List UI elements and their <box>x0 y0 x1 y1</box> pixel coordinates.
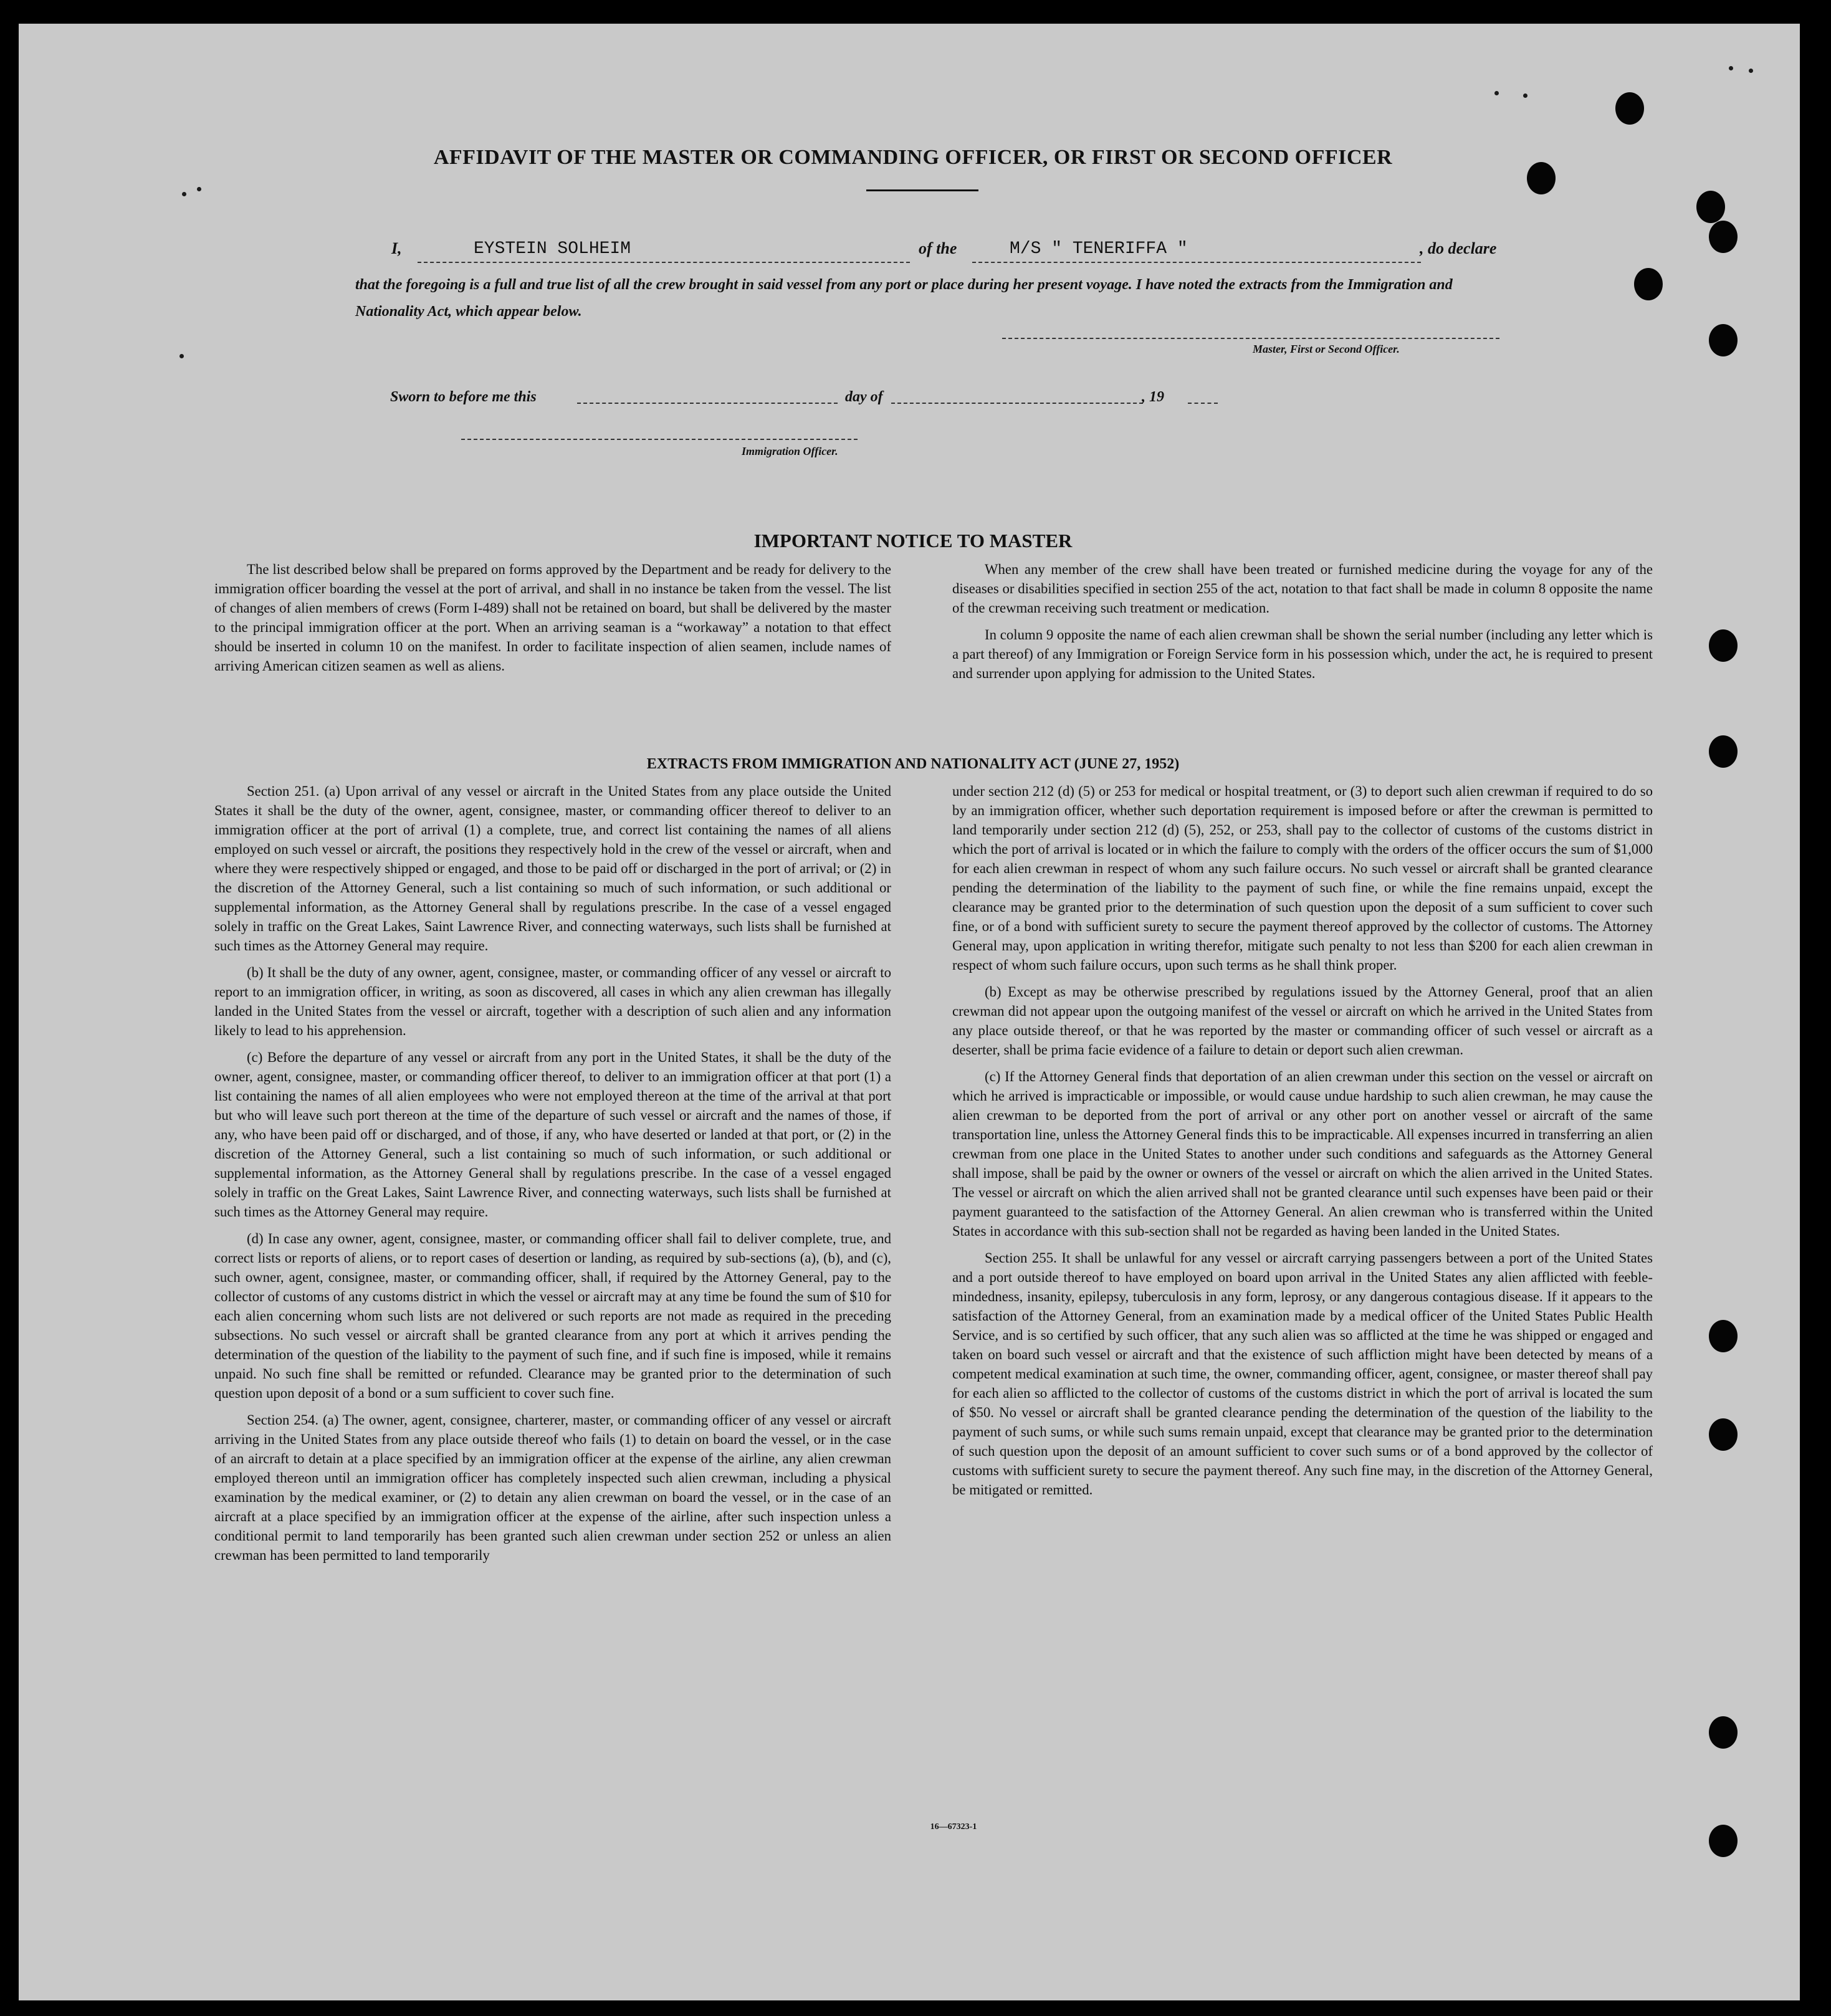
punch-hole <box>1709 221 1738 253</box>
punch-hole <box>1615 92 1644 125</box>
declaration-text: that the foregoing is a full and true list of all the crew brought in said vessel from any port or place during her present voyage. I have noted the extracts from the Immigration and Nationality Act, which appear below. <box>355 277 1453 320</box>
section-251-c: (c) Before the departure of any vessel or aircraft from any port in the United States, it shall be the duty of the owner, agent, consignee, master, or commanding officer thereof, to deliver to an immigration officer at that port (1) a list containing the names of all alien employees who were not employed thereon at the time of the arrival at that port but who will leave such port thereon at the time of the departure of such vessel or aircraft and the names of those, if any, who have been paid off or discharged, and of those, if any, who have deserted or landed at that port, or (2) in the discretion of the Attorney General, such a list containing so much of such information, or such additional or supplemental information, as the Attorney General shall by regulations prescribe. In the case of a vessel engaged solely in traffic on the Great Lakes, Saint Lawrence River, and connecting waterways, such lists shall be furnished at such times as the Attorney General may require. <box>214 1049 891 1220</box>
punch-hole <box>1709 1716 1738 1749</box>
notice-right-paragraph-1: When any member of the crew shall have been treated or furnished medicine during the voyage for any of the diseases or disabilities specified in section 255 of the act, notation to that fact shall be made in column 8 opposite the name of the crewman receiving such treatment or medication. <box>952 561 1653 616</box>
section-251-a: Section 251. (a) Upon arrival of any vessel or aircraft in the United States from any place outside the United States it shall be the duty of the owner, agent, consignee, master, or commanding officer thereof to deliver to an immigration officer at the port of arrival (1) a complete, true, and correct list containing the names of all aliens employed on such vessel or aircraft, the positions they respectively hold in the crew of the vessel or aircraft, when and where they were respectively shipped or engaged, and those to be paid off or discharged in the port of arrival; or (2) in the discretion of the Attorney General, such a list containing so much of such information, or such additional or supplemental information, as the Attorney General shall by regulations prescribe. In the case of a vessel engaged solely in traffic on the Great Lakes, Saint Lawrence River, and connecting waterways, such lists shall be furnished at such times as the Attorney General may require. <box>214 783 891 953</box>
ink-speck <box>179 354 184 358</box>
document-page <box>19 24 1800 2000</box>
punch-hole <box>1634 268 1663 300</box>
sworn-month-field[interactable] <box>891 403 1143 404</box>
ink-speck <box>1494 91 1499 95</box>
notice-left-column <box>214 560 891 676</box>
notice-right-column <box>952 560 1653 683</box>
ink-speck <box>197 187 201 191</box>
form-code: 16—67323-1 <box>930 1822 977 1832</box>
section-254-a-continued: under section 212 (d) (5) or 253 for medical or hospital treatment, or (3) to deport such alien crewman if required to do so by an immigration officer, whether such deportation requirement is imposed before or after the crewman is permitted to land temporarily under section 212 (d) (5), 252, or 253, shall pay to the collector of customs of the customs district in which the port of arrival is located or in which the failure to comply with the orders of the officer occurs the sum of $1,000 for each alien crewman in respect of whom any such failure occurs. No such vessel or aircraft shall be granted clearance pending the determination of the liability to the payment of such fine, or while the fine remains unpaid, except the clearance may be granted prior to the determination of such question upon the deposit of a sum sufficient to cover such fine, or of a bond with sufficient surety to secure the payment thereof approved by the collector of customs. The Attorney General may, upon application in writing therefor, mitigate such penalty to not less than $200 for each alien crewman in respect of whom such failure occurs, upon such terms as he shall think proper. <box>952 783 1653 973</box>
do-declare-label: , do declare <box>1420 239 1497 257</box>
punch-hole <box>1709 1825 1738 1857</box>
declarant-name-field[interactable]: EYSTEIN SOLHEIM <box>418 238 910 263</box>
master-signature-line[interactable] <box>1002 338 1499 339</box>
punch-hole <box>1709 324 1738 356</box>
sworn-year-field[interactable] <box>1188 403 1218 404</box>
extracts-right-column <box>952 781 1653 1499</box>
ink-speck <box>1749 69 1753 73</box>
section-254-b: (b) Except as may be otherwise prescribed by regulations issued by the Attorney General, proof that an alien crewman did not appear upon the outgoing manifest of the vessel or aircraft on which he arrived in the United States from any place outside thereof, or that he was reported by the master or commanding officer of such vessel or aircraft as a deserter, shall be prima facie evidence of a failure to detain or deport such alien crewman. <box>952 984 1653 1058</box>
punch-hole <box>1709 1320 1738 1352</box>
ink-speck <box>1523 93 1527 98</box>
notice-heading: IMPORTANT NOTICE TO MASTER <box>753 530 1073 552</box>
ink-speck <box>1729 66 1733 70</box>
sworn-label: Sworn to before me this <box>390 389 537 405</box>
vessel-name-field[interactable]: M/S " TENERIFFA " <box>972 238 1421 263</box>
notice-left-paragraph: The list described below shall be prepared on forms approved by the Department and be ready for delivery to the immigration officer boarding the vessel at the port of arrival, and shall in no instance be taken from the vessel. The list of changes of alien members of crews (Form I-489) shall not be retained on board, but shall be delivered by the master to the principal immigration officer at the port. When an arriving seaman is a “workaway” a notation to that effect should be inserted in column 10 on the manifest. In order to facilitate inspection of alien seamen, include names of arriving American citizen seamen as well as aliens. <box>214 561 891 674</box>
officer-signature-line[interactable] <box>461 439 858 440</box>
day-of-label: day of <box>845 389 883 405</box>
extracts-heading: EXTRACTS FROM IMMIGRATION AND NATIONALITY ACT (JUNE 27, 1952) <box>646 756 1180 772</box>
punch-hole <box>1709 1418 1738 1451</box>
year-label: , 19 <box>1142 389 1164 405</box>
notice-right-paragraph-2: In column 9 opposite the name of each alien crewman shall be shown the serial number (including any letter which is a part thereof) of any Immigration or Foreign Service form in his possession which, under the act, he is required to present and surrender upon applying for admission to the United States. <box>952 627 1653 681</box>
officer-signature-caption: Immigration Officer. <box>742 445 838 457</box>
ink-speck <box>182 192 186 196</box>
section-254-c: (c) If the Attorney General finds that deportation of an alien crewman under this section on the vessel or aircraft on which he arrived is impracticable or impossible, or would cause undue hardship to such alien crewman, he may cause the alien crewman to be deported from the port of arrival or any other port on another vessel or aircraft of the same transportation line, unless the Attorney General finds this to be impracticable. All expenses incurred in transferring an alien crewman from one place in the United States to another under such conditions and safeguards as the Attorney General shall impose, shall be paid by the owner or owners of the vessel or aircraft on which the alien arrived in the United States. The vessel or aircraft on which the alien arrived shall not be granted clearance until such expenses have been paid or their payment guaranteed to the satisfaction of the Attorney General. An alien crewman who is transferred within the United States in accordance with this sub-section shall not be regarded as having been landed in the United States. <box>952 1069 1653 1239</box>
punch-hole <box>1696 191 1725 223</box>
section-251-d: (d) In case any owner, agent, consignee, master, or commanding officer shall fail to deliver complete, true, and correct lists or reports of aliens, or to report cases of desertion or landing, as required by sub-sections (a), (b), and (c), such owner, agent, consignee, master, or commanding officer, shall, if required by the Attorney General, pay to the collector of customs of any customs district in which the vessel or aircraft may at any time be found the sum of $10 for each alien concerning whom such lists are not delivered or such reports are not made as required in the preceding subsections. No such vessel or aircraft shall be granted clearance from any port at which it arrives pending the determination of the question of the liability to the payment of such fine, and if such fine is imposed, while it remains unpaid. No such fine shall be remitted or refunded. Clearance may be granted prior to the determination of such question upon deposit of a bond or a sum sufficient to cover such fine. <box>214 1231 891 1401</box>
section-251-b: (b) It shall be the duty of any owner, agent, consignee, master, or commanding officer of any vessel or aircraft to report to an immigration officer, in writing, as soon as discovered, all cases in which any alien crewman has illegally landed in the United States from the vessel or aircraft, together with a description of such alien and any information likely to lead to his apprehension. <box>214 965 891 1038</box>
affidavit-title: AFFIDAVIT OF THE MASTER OR COMMANDING OFFICER, OR FIRST OR SECOND OFFICER <box>433 146 1393 169</box>
punch-hole <box>1709 735 1738 768</box>
section-255: Section 255. It shall be unlawful for any vessel or aircraft carrying passengers between a port of the United States and a port outside thereof to have employed on board upon arrival in the United States any alien afflicted with feeble-mindedness, insanity, epilepsy, tuberculosis in any form, leprosy, or any dangerous contagious disease. If it appears to the satisfaction of the Attorney General, from an examination made by a medical officer of the United States Public Health Service, and is so certified by such officer, that any such alien was so afflicted at the time he was shipped or engaged and taken on board such vessel or aircraft and that the existence of such affliction might have been detected by means of a competent medical examination at such time, the owner, commanding officer, agent, consignee, or master thereof shall pay for each alien so afflicted to the collector of customs of the customs district in which the port of arrival is located the sum of $50. No vessel or aircraft shall be granted clearance pending the determination of the question of the liability to the payment of such sums, or while such sums remain unpaid, except that clearance may be granted prior to the determination of such question upon the deposit of an amount sufficient to cover such sums or of a bond approved by the collector of customs with sufficient surety to secure the payment thereof. Any such fine may, in the discretion of the Attorney General, be mitigated or remitted. <box>952 1250 1653 1498</box>
i-label: I, <box>391 239 402 257</box>
punch-hole <box>1709 629 1738 662</box>
title-underline <box>866 189 978 191</box>
sworn-day-field[interactable] <box>577 403 838 404</box>
section-254-a: Section 254. (a) The owner, agent, consignee, charterer, master, or commanding officer of any vessel or aircraft arriving in the United States from any place outside thereof who fails (1) to detain on board the vessel, or in the case of an aircraft to detain at a place specified by an immigration officer at the expense of the airline, any alien crewman employed thereon until an immigration officer has completely inspected such alien crewman, including a physical examination by the medical examiner, or (2) to detain any alien crewman on board the vessel, or in the case of an aircraft at a place specified by an immigration officer at the expense of the airline, after such inspection unless a conditional permit to land temporarily has been granted such alien crewman under section 252 or unless an alien crewman has been permitted to land temporarily <box>214 1412 891 1563</box>
extracts-left-column <box>214 781 891 1565</box>
of-the-label: of the <box>919 239 957 257</box>
master-signature-caption: Master, First or Second Officer. <box>1253 343 1400 355</box>
